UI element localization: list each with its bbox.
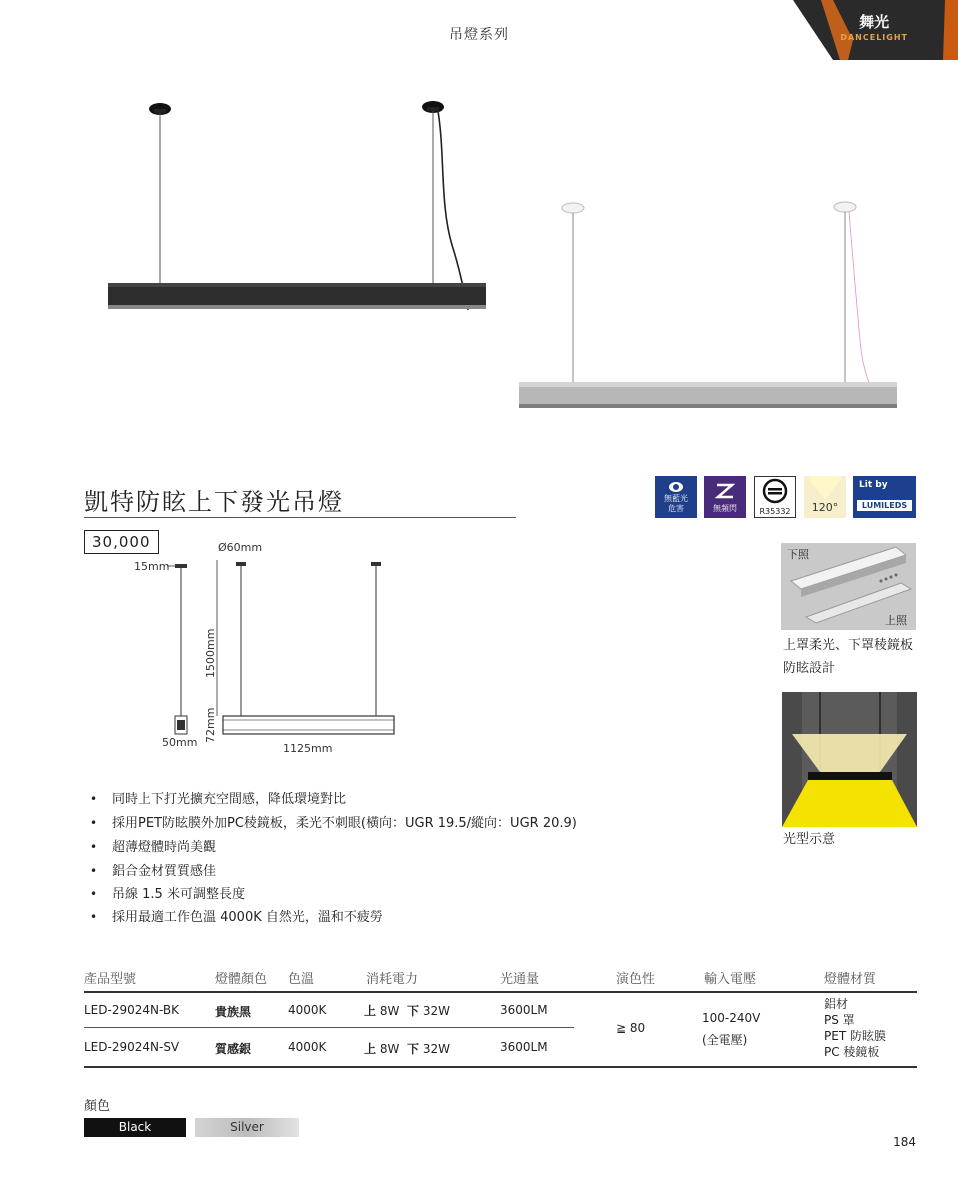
- header-model: 產品型號: [84, 972, 137, 987]
- feature-item: • 鋁合金材質質感佳: [90, 864, 217, 879]
- black-pendant-image: [100, 95, 500, 325]
- brand-logo: [840, 14, 908, 46]
- silver-pendant-image: [515, 200, 900, 415]
- lumen-cell: 3600LM: [500, 1040, 548, 1054]
- lumileds-badge: [853, 476, 916, 518]
- power-cell: 上 8W 下 32W: [364, 1042, 450, 1056]
- table-top-rule: [84, 991, 917, 993]
- page-number: 184: [893, 1135, 916, 1149]
- material-line: PET 防眩膜: [824, 1029, 886, 1043]
- feature-item: • 超薄燈體時尚美觀: [90, 840, 217, 855]
- header-material: 燈體材質: [824, 972, 877, 987]
- header-voltage: 輸入電壓: [704, 972, 757, 987]
- table-row-divider: [84, 1027, 574, 1028]
- title-divider: [84, 517, 516, 518]
- beam-angle-icon: [804, 476, 846, 500]
- diameter-label: Ø60mm: [218, 541, 263, 554]
- header-color: 燈體顏色: [215, 972, 268, 987]
- material-line: 鋁材: [824, 997, 849, 1011]
- header-cri: 演色性: [616, 972, 656, 987]
- color-cell: 貴族黑: [215, 1005, 252, 1019]
- color-cell: 質感銀: [215, 1042, 252, 1056]
- header-power: 消耗電力: [366, 972, 419, 987]
- feature-item: • 採用最適工作色溫 4000K 自然光，溫和不疲勞: [90, 910, 383, 925]
- brand-english: DANCELIGHT: [840, 33, 908, 42]
- dimension-drawing: [120, 538, 420, 758]
- color-section-label: 顏色: [84, 1099, 111, 1114]
- diffuser-caption: [783, 634, 913, 680]
- power-cell: 上 8W 下 32W: [364, 1004, 450, 1018]
- cable-dim-label: 15mm: [134, 560, 170, 573]
- series-title: 吊燈系列: [449, 27, 509, 43]
- lumileds-top-text: Lit by: [859, 480, 888, 490]
- header-lumen: 光通量: [500, 972, 540, 987]
- material-line: PC 稜鏡板: [824, 1045, 880, 1059]
- no-flicker-badge: 無頻閃: [704, 476, 746, 518]
- certification-icon: [762, 478, 788, 504]
- body-height-label: 72mm: [204, 707, 217, 743]
- product-title: 凱特防眩上下發光吊燈: [84, 488, 344, 516]
- length-label: 1125mm: [283, 742, 333, 755]
- flicker-icon: [715, 481, 735, 501]
- brand-name: 舞光: [859, 13, 890, 31]
- model-cell: LED-29024N-SV: [84, 1040, 180, 1054]
- diffuser-caption-line2: 防眩設計: [783, 661, 836, 676]
- cct-cell: 4000K: [288, 1040, 327, 1054]
- black-swatch: Black: [84, 1118, 186, 1137]
- cri-cell: ≧ 80: [616, 1021, 646, 1035]
- light-distribution-diagram: [782, 692, 917, 827]
- no-blue-light-badge: 無藍光 危害: [655, 476, 697, 518]
- up-light-label: 上照: [885, 614, 907, 627]
- material-cell: [824, 996, 886, 1060]
- price-tag: 30,000: [84, 530, 159, 554]
- beam-angle-badge: 120°: [804, 476, 846, 518]
- feature-item: • 同時上下打光擴充空間感，降低環境對比: [90, 792, 347, 807]
- side-width-label: 50mm: [162, 736, 198, 749]
- material-line: PS 罩: [824, 1013, 855, 1027]
- cct-cell: 4000K: [288, 1003, 327, 1017]
- lumileds-text: LUMILEDS: [857, 500, 912, 511]
- voltage-line2: (全電壓): [702, 1033, 748, 1047]
- height-label: 1500mm: [204, 628, 217, 678]
- feature-item: • 吊線 1.5 米可調整長度: [90, 887, 245, 902]
- table-bottom-rule: [84, 1066, 917, 1068]
- header-cct: 色溫: [288, 972, 315, 987]
- light-type-caption: 光型示意: [783, 832, 836, 847]
- eye-icon: [668, 480, 684, 494]
- feature-item: • 採用PET防眩膜外加PC稜鏡板，柔光不刺眼(橫向：UGR 19.5/縱向：UGR 20.9): [90, 816, 577, 831]
- model-cell: LED-29024N-BK: [84, 1003, 179, 1017]
- lumen-cell: 3600LM: [500, 1003, 548, 1017]
- certification-badge: R35332: [754, 476, 796, 518]
- down-light-label: 下照: [787, 548, 809, 561]
- diffuser-caption-line1: 上罩柔光、下罩稜鏡板: [783, 638, 914, 653]
- voltage-line1: 100-240V: [702, 1011, 761, 1025]
- silver-swatch: Silver: [195, 1118, 299, 1137]
